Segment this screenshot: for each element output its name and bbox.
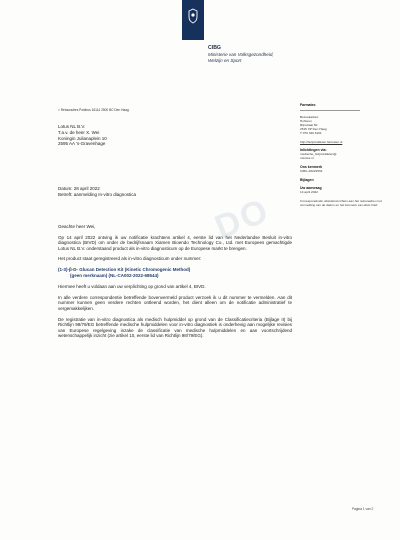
sidebar-bijlagen-group <box>300 178 382 182</box>
sidebar-phone: T 070 340 6161 <box>300 130 322 135</box>
recipient-company: Lotus NL B.V. <box>58 124 86 129</box>
paragraph-classification: De registratie van in-vitro diagnostica als medisch hulpmiddel op grond van de Classificatiecriteria (Bijlage II) bij Richtlijn 98/79/EG betreffende medische hulpmiddelen voor in-vitro diagnostiek is onderhevig aan mogelijke revisies van Europese regelgeving inzake de classificatie van medische hulpmiddelen en aan voortschrijdend wetenschappelijk inzicht (zie artikel 10, eerste lid van Richtlijn 98/79/EG). <box>58 316 292 339</box>
ministry-line-1: Ministerie van Volksgezondheid, <box>208 51 274 57</box>
sidebar-divider <box>300 110 360 111</box>
sidebar-address-1: Hoftoren <box>300 118 312 123</box>
recipient-block <box>58 124 107 147</box>
sidebar-request-group <box>300 186 382 194</box>
ministry-logo-text <box>208 46 274 63</box>
sidebar-bijlagen-label: Bijlagen <box>300 177 314 182</box>
sidebar-contact-label: Inlichtingen via: <box>300 148 327 153</box>
sidebar-uw-aanvraag: 14 april 2022 <box>300 190 318 195</box>
watermark: DO <box>209 191 275 247</box>
recipient-city: 2595 AA 's-Gravenhage <box>58 141 106 147</box>
product-number: (geen merknaam) (NL-CA002-2022-68544) <box>70 272 159 278</box>
letter-body <box>58 224 292 344</box>
paragraph-notification: Op 14 april 2022 ontving ik uw notificatie krachtens artikel 4, eerste lid van het Nederlandse Besluit in-vitro diagnostica (BIVD) om onder de bedrijfsnaam Xiamen Bioendo Technology Co., Ltd. met Europees gemachtigde Lotus NL B.V. onderstaand product als in-vitro diagnosticum op de Europese markt te brengen. <box>58 234 292 251</box>
sidebar-website-link[interactable]: http://hulpmiddelen.farmatec.nl <box>300 139 343 144</box>
paragraph-correspondence: In alle verdere correspondentie betreffende bovenvermeld product verzoek ik u dit nummer te vermelden. Aan dit nummer kunnen geen verdere rechten ontleend worden, het dient alleen om de notificatie administratief te vergemakkelijken. <box>58 294 292 311</box>
letter-date: Datum: 28 april 2022 <box>58 186 100 191</box>
sidebar-ons-kenmerk-label: Ons kenmerk <box>300 164 323 169</box>
ministry-line-2: Welzijn en Sport <box>208 57 242 63</box>
letter-subject: Betreft: aanmelding In-vitro diagnostica <box>58 191 137 197</box>
recipient-attention: T.a.v. de heer X. Wei <box>58 129 100 135</box>
sidebar-address <box>300 103 382 135</box>
sidebar-ons-kenmerk: CIBG-20222532 <box>300 169 323 174</box>
return-address: > Retouradres Postbus 16114 2500 BC Den Haag <box>58 108 129 112</box>
salutation: Geachte heer Wei, <box>58 224 96 229</box>
product-registration <box>58 267 292 278</box>
sidebar-website-group <box>300 140 382 144</box>
sidebar-info <box>300 103 382 212</box>
sidebar-bezoekadres-label: Bezoekadres: <box>300 114 319 119</box>
page-number: Pagina 1 van 2 <box>352 507 374 511</box>
paragraph-registration: Het product staat geregistreerd als in-vitro diagnosticum onder nummer: <box>58 256 202 262</box>
org-name: CIBG <box>208 45 221 51</box>
sidebar-correspondence-note: Correspondentie uitsluitend richten aan het retouradres met vermelding van de datum en het kenmerk van deze brief. <box>300 198 382 207</box>
sidebar-farmatec-label: Farmatec <box>300 103 316 107</box>
sidebar-address-3: 2515 XP Den Haag <box>300 126 327 131</box>
recipient-street: Koningin Julianaplein 10 <box>58 135 107 141</box>
sidebar-contact-email-1[interactable]: medische_hulpmiddelen@ <box>300 152 337 157</box>
sidebar-contact-group <box>300 148 382 160</box>
paragraph-obligation: Hiermee heeft u voldaan aan uw verplichting op grond van artikel 4, BIVD. <box>58 284 206 290</box>
crest-icon <box>187 8 199 24</box>
sidebar-address-2: Rijnstraat 50 <box>300 122 318 127</box>
sidebar-reference-group <box>300 165 382 173</box>
product-name: (1-3)-β-D- Glucan Detection Kit (Kinetic Chromogenic Method) <box>58 266 191 272</box>
sidebar-uw-aanvraag-label: Uw aanvraag <box>300 186 322 191</box>
letter-meta <box>58 186 136 198</box>
sidebar-contact-email-2[interactable]: minvws.nl <box>300 156 314 161</box>
